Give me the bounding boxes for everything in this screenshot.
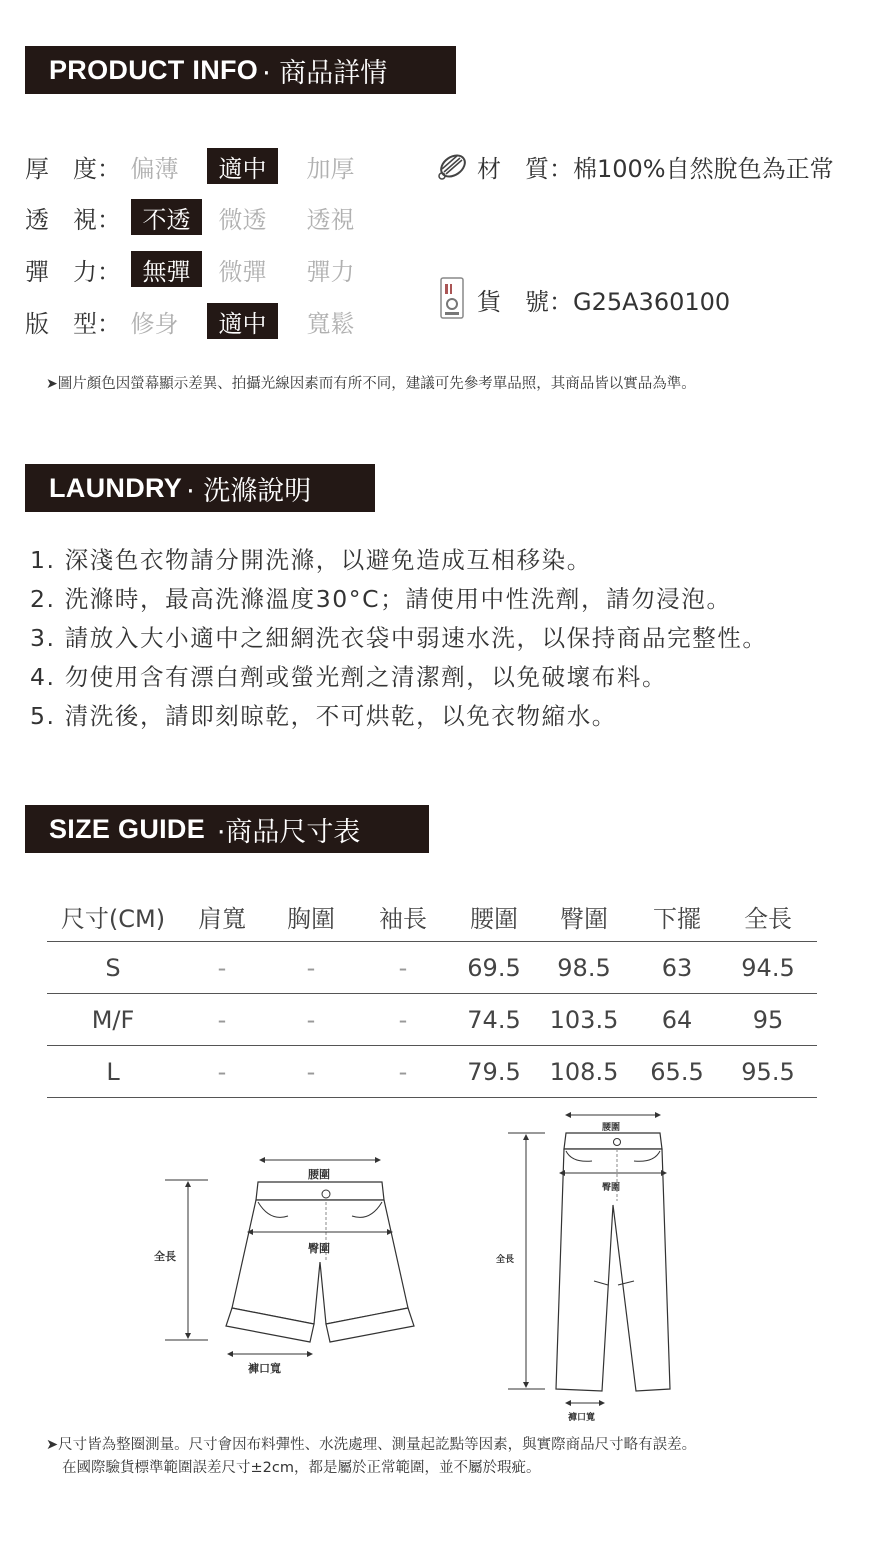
size-table-header [47,892,817,942]
col-header: 全長 [744,905,792,933]
attr-option: 寬鬆 [306,309,355,338]
attr-option-active: 不透 [131,199,202,235]
col-header: 腰圍 [470,905,518,933]
table-cell: - [306,953,316,982]
barcode-tag-icon [435,276,471,322]
product-info-header-en: PRODUCT INFO [49,54,259,85]
attr-option: 透視 [306,205,355,234]
attr-thickness [25,146,383,186]
product-info-header-zh: · 商品詳情 [262,57,388,89]
item-number-text: 貨 號：G25A360100 [477,287,731,316]
table-cell: 94.5 [741,953,795,982]
table-row [47,1046,817,1098]
attr-elasticity [25,249,383,289]
table-cell: - [217,953,227,982]
table-cell: 108.5 [549,1057,619,1086]
table-cell: - [306,1057,316,1086]
table-cell: - [217,1005,227,1034]
laundry-item: 3. 請放入大小適中之細網洗衣袋中弱速水洗，以保持商品完整性。 [30,624,768,652]
shorts-hip-label: 臀圍 [308,1242,330,1255]
laundry-header-zh: · 洗滌說明 [186,475,312,507]
size-guide-header [25,805,429,853]
size-disclaimer [46,1434,696,1480]
table-cell: 74.5 [467,1005,521,1034]
table-cell: 63 [661,953,693,982]
attr-transparency [25,197,383,237]
laundry-item: 4. 勿使用含有漂白劑或螢光劑之清潔劑，以免破壞布料。 [30,663,668,691]
pants-leg-label: 褲口寬 [568,1413,596,1423]
table-cell: 69.5 [467,953,521,982]
table-cell: 79.5 [467,1057,521,1086]
pants-waist-label: 腰圍 [602,1123,621,1133]
material-row [435,148,834,184]
laundry-item: 5. 清洗後，請即刻晾乾，不可烘乾，以免衣物縮水。 [30,702,617,730]
attr-option: 彈力 [306,257,355,286]
attr-fit [25,301,383,341]
shorts-diagram [150,1150,430,1390]
col-header: 肩寬 [198,905,246,933]
laundry-instructions [30,541,768,736]
shorts-illustration [150,1150,430,1390]
attr-option-active: 無彈 [131,251,202,287]
table-cell: - [398,953,408,982]
size-guide-header-en: SIZE GUIDE [49,813,213,844]
pants-illustration [490,1105,690,1425]
size-disclaimer-line2: 在國際驗貨標準範圍誤差尺寸±2cm，都是屬於正常範圍，並不屬於瑕疵。 [62,1460,541,1476]
table-cell: 95.5 [741,1057,795,1086]
attr-option: 微彈 [218,257,267,286]
size-disclaimer-text: 尺寸皆為整圈測量。尺寸會因布料彈性、水洗處理、測量起訖點等因素，與實際商品尺寸略有誤差。 [58,1437,697,1453]
shorts-leg-label: 褲口寬 [248,1362,281,1375]
pants-diagram [490,1105,690,1425]
attr-option: 修身 [130,309,179,338]
size-guide-header-zh: ·商品尺寸表 [216,816,361,848]
laundry-item: 1. 深淺色衣物請分開洗滌，以避免造成互相移染。 [30,546,592,574]
table-cell: - [306,1005,316,1034]
laundry-header-en: LAUNDRY [49,472,183,503]
pants-hip-label: 臀圍 [602,1183,621,1193]
item-number-row [435,276,730,322]
material-text: 材 質：棉100%自然脫色為正常 [477,154,834,183]
laundry-item: 2. 洗滌時，最高洗滌溫度30°C；請使用中性洗劑，請勿浸泡。 [30,585,732,613]
attr-option-active: 適中 [207,148,278,184]
col-header: 臀圍 [560,905,608,933]
attr-label: 彈 力： [25,257,121,286]
table-cell: - [398,1005,408,1034]
table-cell: M/F [91,1005,135,1034]
table-row [47,994,817,1046]
col-header: 尺寸(CM) [60,905,166,933]
pants-length-label: 全長 [496,1255,515,1265]
table-cell: S [105,953,121,982]
product-info-header [25,46,456,94]
attr-option: 微透 [218,205,267,234]
laundry-header [25,464,375,512]
shorts-waist-label: 腰圍 [308,1168,330,1181]
attr-label: 透 視： [25,205,121,234]
size-table [47,892,817,1098]
attr-option: 加厚 [306,154,355,183]
table-cell: L [106,1057,120,1086]
attr-option-active: 適中 [207,303,278,339]
attr-option: 偏薄 [130,154,179,183]
yarn-spool-icon [435,148,471,184]
arrow-right-icon: ➤ [46,1437,59,1453]
attr-label: 版 型： [25,309,121,338]
arrow-right-icon: ➤ [46,376,58,392]
table-cell: 65.5 [650,1057,704,1086]
table-cell: 64 [661,1005,693,1034]
table-cell: 103.5 [549,1005,619,1034]
table-cell: 98.5 [557,953,611,982]
table-cell: - [398,1057,408,1086]
size-disclaimer-line1 [46,1434,696,1457]
table-cell: 95 [752,1005,784,1034]
col-header: 胸圍 [287,905,335,933]
attr-label: 厚 度： [25,154,121,183]
color-disclaimer-text: 圖片顏色因螢幕顯示差異、拍攝光線因素而有所不同，建議可先參考單品照，其商品皆以實品為準。 [57,376,696,392]
table-row [47,942,817,994]
col-header: 袖長 [379,905,427,933]
color-disclaimer [46,372,696,393]
table-cell: - [217,1057,227,1086]
shorts-length-label: 全長 [154,1250,176,1263]
col-header: 下擺 [653,905,701,933]
